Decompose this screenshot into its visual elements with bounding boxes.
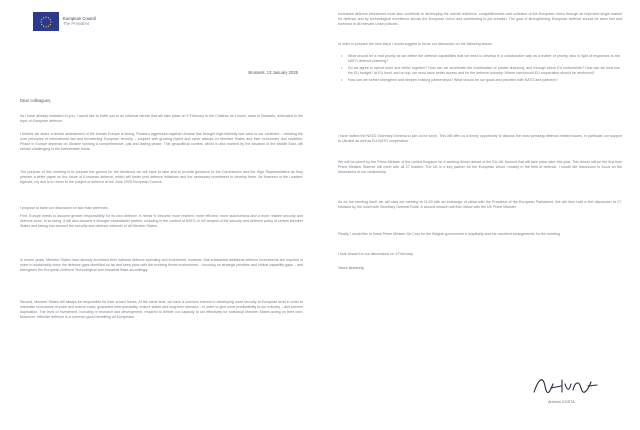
paragraph: Finally, I would like to thank Prime Minister De Croo for the Belgian government's hospitality and the excellent arrangements for the meeting. <box>338 232 561 236</box>
paragraph: In recent years, Member States have already increased their national defence spending and investment; however, that substantial additional defence investments are required in order to sustainably close the defence gaps identified so far and keep pace with the evolving threat environment – focusing on strategic priorities and critical capability gaps – and strengthen the European Defence Technological and Industrial Base accordingly. <box>20 258 303 272</box>
eu-stars-icon <box>39 15 53 29</box>
signer-name: António COSTA <box>548 400 575 404</box>
letterhead <box>63 16 96 27</box>
list-item: • Do we agree to spend more and better together? How can we accelerate the mobilisation of private financing, and through which EU instruments? How can we best use the EU budget? At EU level, and on top, we must have better access and for the defence industry: Where can/should EU cooperation should be reinforced? <box>340 66 620 76</box>
institution-role: The President <box>63 21 90 27</box>
letter-page-2 <box>326 0 626 430</box>
letter-page-1 <box>6 0 306 430</box>
paragraph: Increased defence investment must also contribute to developing the overall resilience, competitiveness and cohesion of the European Union through an improved single market for defence and by technological excellence across the European Union and contributing to job creation. The goal of strengthening European defence should be seen first and foremost in all relevant Union policies. <box>338 12 622 26</box>
list-item: • How can we further strengthen and deepen existing partnerships? What should be our goals and priorities with NATO and partners? <box>340 78 620 83</box>
list-item: • What should be a real priority as we define the defence capabilities that we need to develop in a collaborative way as a matter of priority, also in light of responses to the NATO defence planning? <box>340 54 620 64</box>
paragraph: I propose to base our discussion on two main premises. <box>20 206 109 210</box>
paragraph: The purpose of this meeting is to prepare the ground for the decisions we will have to take and to provide guidance to the Commission and the High Representative as they prepare a white paper on the future of European defence, which will foster joint defence initiatives and the necessary investment to develop them. As foreseen in the Leaders' Agenda, my aim is to return to the subject of defence at the June 2025 European Council. <box>20 170 303 184</box>
handwritten-signature-icon <box>531 372 601 398</box>
paragraph: As for the meeting itself, we will start our meeting at 11:00 with an exchange of views with the President of the European Parliament. We will then hold a first discussion at 27, followed by the lunch with Secretary General Rutte. A second session will then follow with the UK Prime Minister. <box>338 200 622 209</box>
valediction: Yours sincerely, <box>338 266 365 270</box>
paragraph: First, Europe needs to assume greater responsibility for its own defence. It needs to become more resilient, more efficient, more autonomous and a more reliable security and defence actor. In so doing, it will also become a stronger transatlantic partner, including in the context of NATO, in full respect of the security and defence policy of certain Member States and taking into account the security and defence interests of all Member States. <box>20 214 303 228</box>
question-list <box>340 54 620 85</box>
paragraph: As I have already indicated to you, I would like to invite you to an informal retreat that will take place on 3 February in the Château de Limont, close to Brussels, dedicated to the topic of European defence. <box>20 114 303 123</box>
institution-name: European Council <box>63 16 97 21</box>
salutation: Dear colleagues, <box>20 98 52 103</box>
eu-flag-icon <box>33 12 59 31</box>
dateline: Brussels, 13 January 2025 <box>248 70 298 75</box>
paragraph: I look forward to our discussions on 3 February. <box>338 252 414 256</box>
paragraph: In order to prepare the next steps I would suggest to focus our discussion on the following issues: <box>338 42 493 46</box>
paragraph: I have invited the NATO Secretary General to join us for lunch. This will offer us a timely opportunity to discuss the most pressing defence-related issues, in particular our support to Ukraine as well as EU-NATO cooperation. <box>338 134 622 143</box>
paragraph: I believe we share a similar assessment of the threats Europe is facing. Russia's aggression against Ukraine has brought high-intensity war back to our continent – violating the core principles of international law and threatening European security – coupled with growing hybrid and cyber attacks on Member States and their economies and societies. Peace in Europe depends on Ukraine winning a comprehensive, just and lasting peace. This geopolitical context, which is also marked by the situation in the Middle East, will remain challenging in the foreseeable future. <box>20 132 303 151</box>
paragraph: Second, Member States will always be responsible for their armed forces. At the same time, we have a common interest in developing more security at European level in order to maximise economies of scale and reduce costs, guarantee interoperability, ensure stable and long-term demand – in order to give more predictability to our industry – and prevent duplication. The level of investment, including in research and development, required to deliver our capacity to act effectively for individual Member States acting on their own. Moreover, effective defence is a common good benefiting all Europeans. <box>20 300 303 319</box>
paragraph: We will be joined by the Prime Minister of the United Kingdom for a working dinner ahead of the EU-UK Summit that will take place later this year. This dinner will be the first time Prime Minister Starmer will meet with all 27 leaders. The UK is a key partner for the European Union, notably in the field of defence. I would like discussion to focus on the dimensions of our relationship. <box>338 160 622 174</box>
